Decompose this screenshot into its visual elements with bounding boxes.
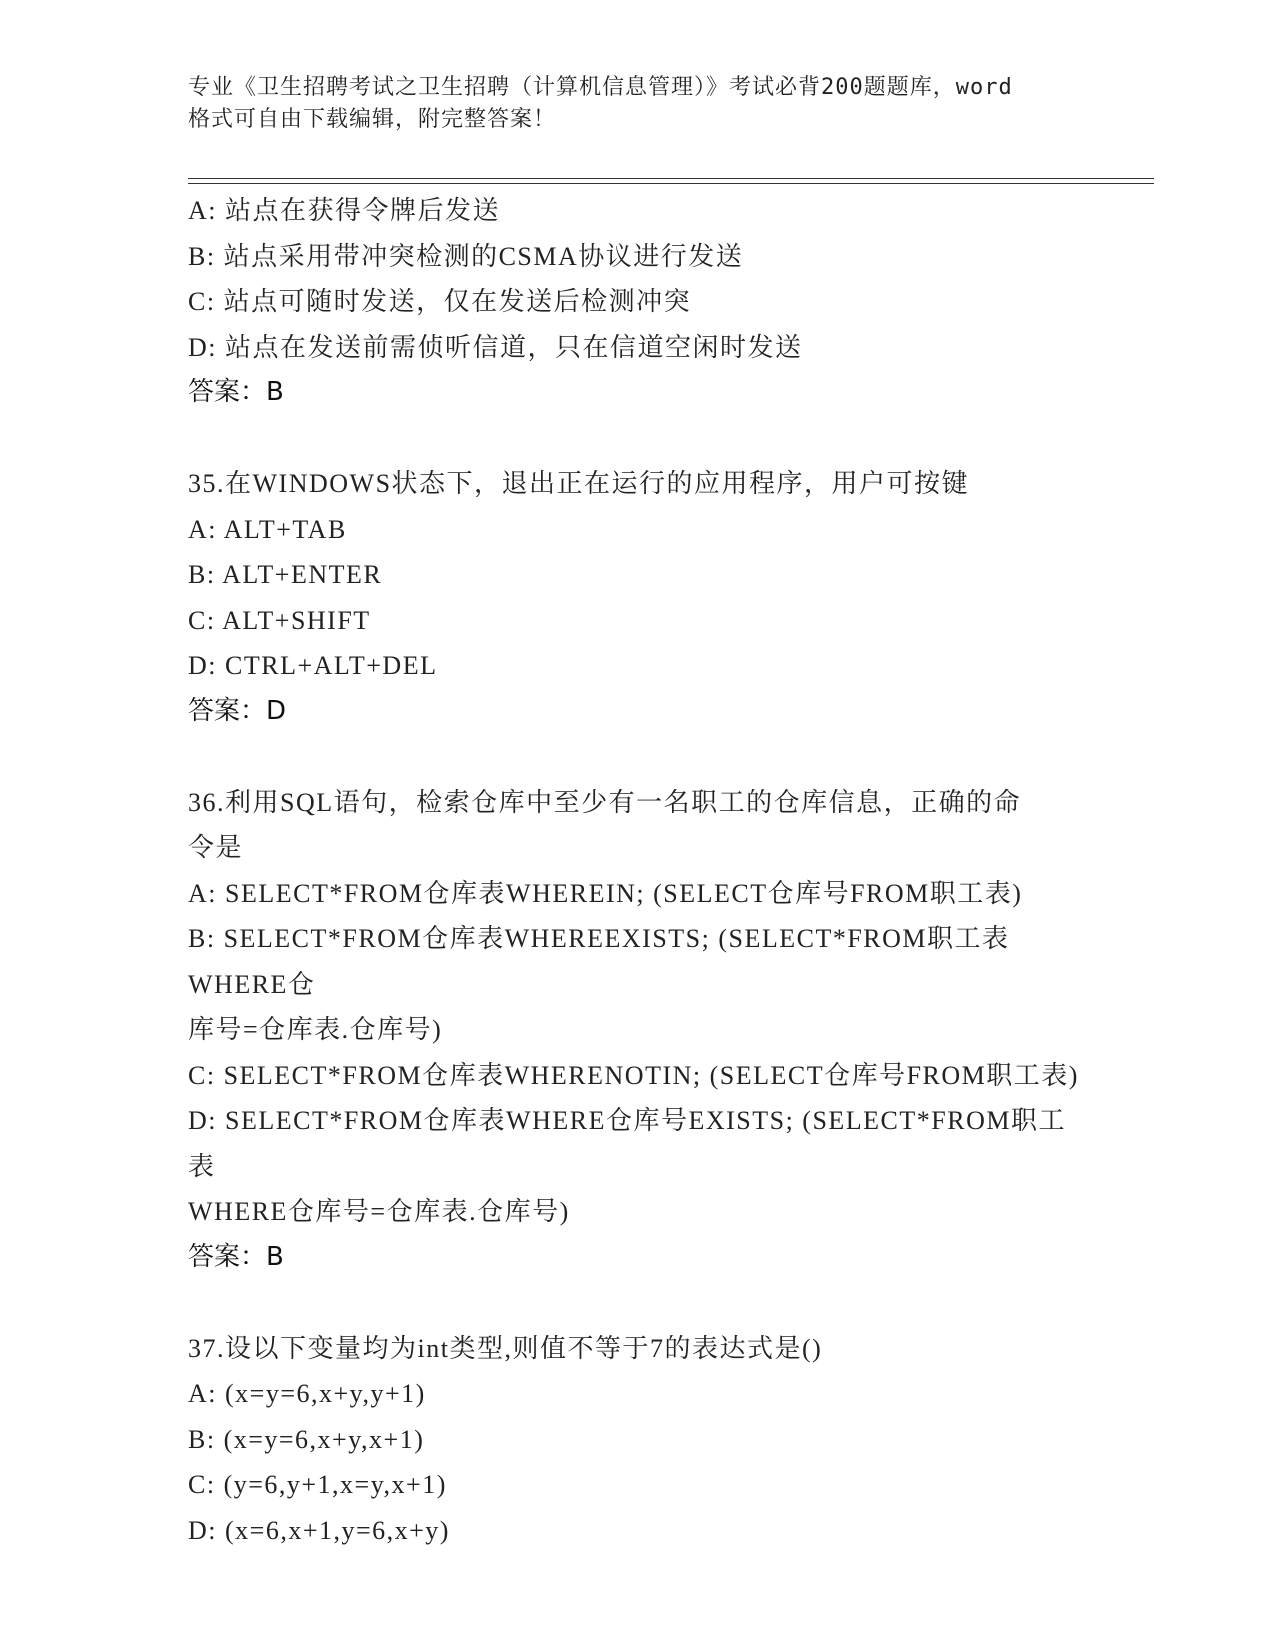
option-b: B: 站点采用带冲突检测的CSMA协议进行发送 [188, 241, 744, 271]
option-b: B: ALT+ENTER [188, 560, 383, 589]
question-35 [188, 461, 1088, 734]
question-34 [188, 188, 1088, 416]
option-b: B: (x=y=6,x+y,x+1) [188, 1424, 425, 1454]
header-rule-bottom [188, 183, 1154, 184]
question-stem: 37.设以下变量均为int类型,则值不等于7的表达式是() [188, 1333, 823, 1363]
option-c: C: ALT+SHIFT [188, 605, 371, 635]
option-d: D: SELECT*FROM仓库表WHERE仓库号EXISTS; (SELECT*FROM职工表 [188, 1106, 1066, 1181]
option-a: A: (x=y=6,x+y,y+1) [188, 1379, 426, 1408]
spacer [188, 416, 1088, 462]
spacer [188, 1280, 1088, 1326]
option-a: A: ALT+TAB [188, 514, 347, 544]
option-b-continued: 库号=仓库表.仓库号) [188, 1015, 443, 1044]
option-b: B: SELECT*FROM仓库表WHEREEXISTS; (SELECT*FROM职工表WHERE仓 [188, 924, 1010, 999]
answer: 答案：B [188, 377, 284, 407]
option-d: D: 站点在发送前需侦听信道，只在信道空闲时发送 [188, 332, 803, 362]
header-rule-top [188, 178, 1154, 179]
answer: 答案：D [188, 695, 287, 726]
option-d: D: CTRL+ALT+DEL [188, 651, 438, 680]
question-37 [188, 1326, 1088, 1554]
option-c: C: SELECT*FROM仓库表WHERENOTIN; (SELECT仓库号FROM职工表) [188, 1060, 1079, 1090]
option-a: A: SELECT*FROM仓库表WHEREIN; (SELECT仓库号FROM职工表) [188, 878, 1023, 908]
question-stem-continued: 令是 [188, 833, 244, 862]
option-d: D: (x=6,x+1,y=6,x+y) [188, 1515, 450, 1545]
header-line-2: 格式可自由下载编辑，附完整答案！ [188, 107, 557, 132]
question-stem: 35.在WINDOWS状态下，退出正在运行的应用程序，用户可按键 [188, 469, 970, 498]
answer: 答案：B [188, 1241, 284, 1272]
question-content [188, 188, 1088, 1553]
option-c: C: 站点可随时发送，仅在发送后检测冲突 [188, 287, 692, 316]
header-line-1: 专业《卫生招聘考试之卫生招聘（计算机信息管理）》考试必背200题题库，word [188, 75, 1013, 100]
option-a: A: 站点在获得令牌后发送 [188, 196, 501, 225]
option-c: C: (y=6,y+1,x=y,x+1) [188, 1470, 447, 1499]
question-stem: 36.利用SQL语句，检索仓库中至少有一名职工的仓库信息，正确的命 [188, 787, 1022, 817]
option-d-continued: WHERE仓库号=仓库表.仓库号) [188, 1197, 570, 1226]
spacer [188, 734, 1088, 780]
document-header [188, 72, 1088, 136]
question-36 [188, 780, 1088, 1281]
